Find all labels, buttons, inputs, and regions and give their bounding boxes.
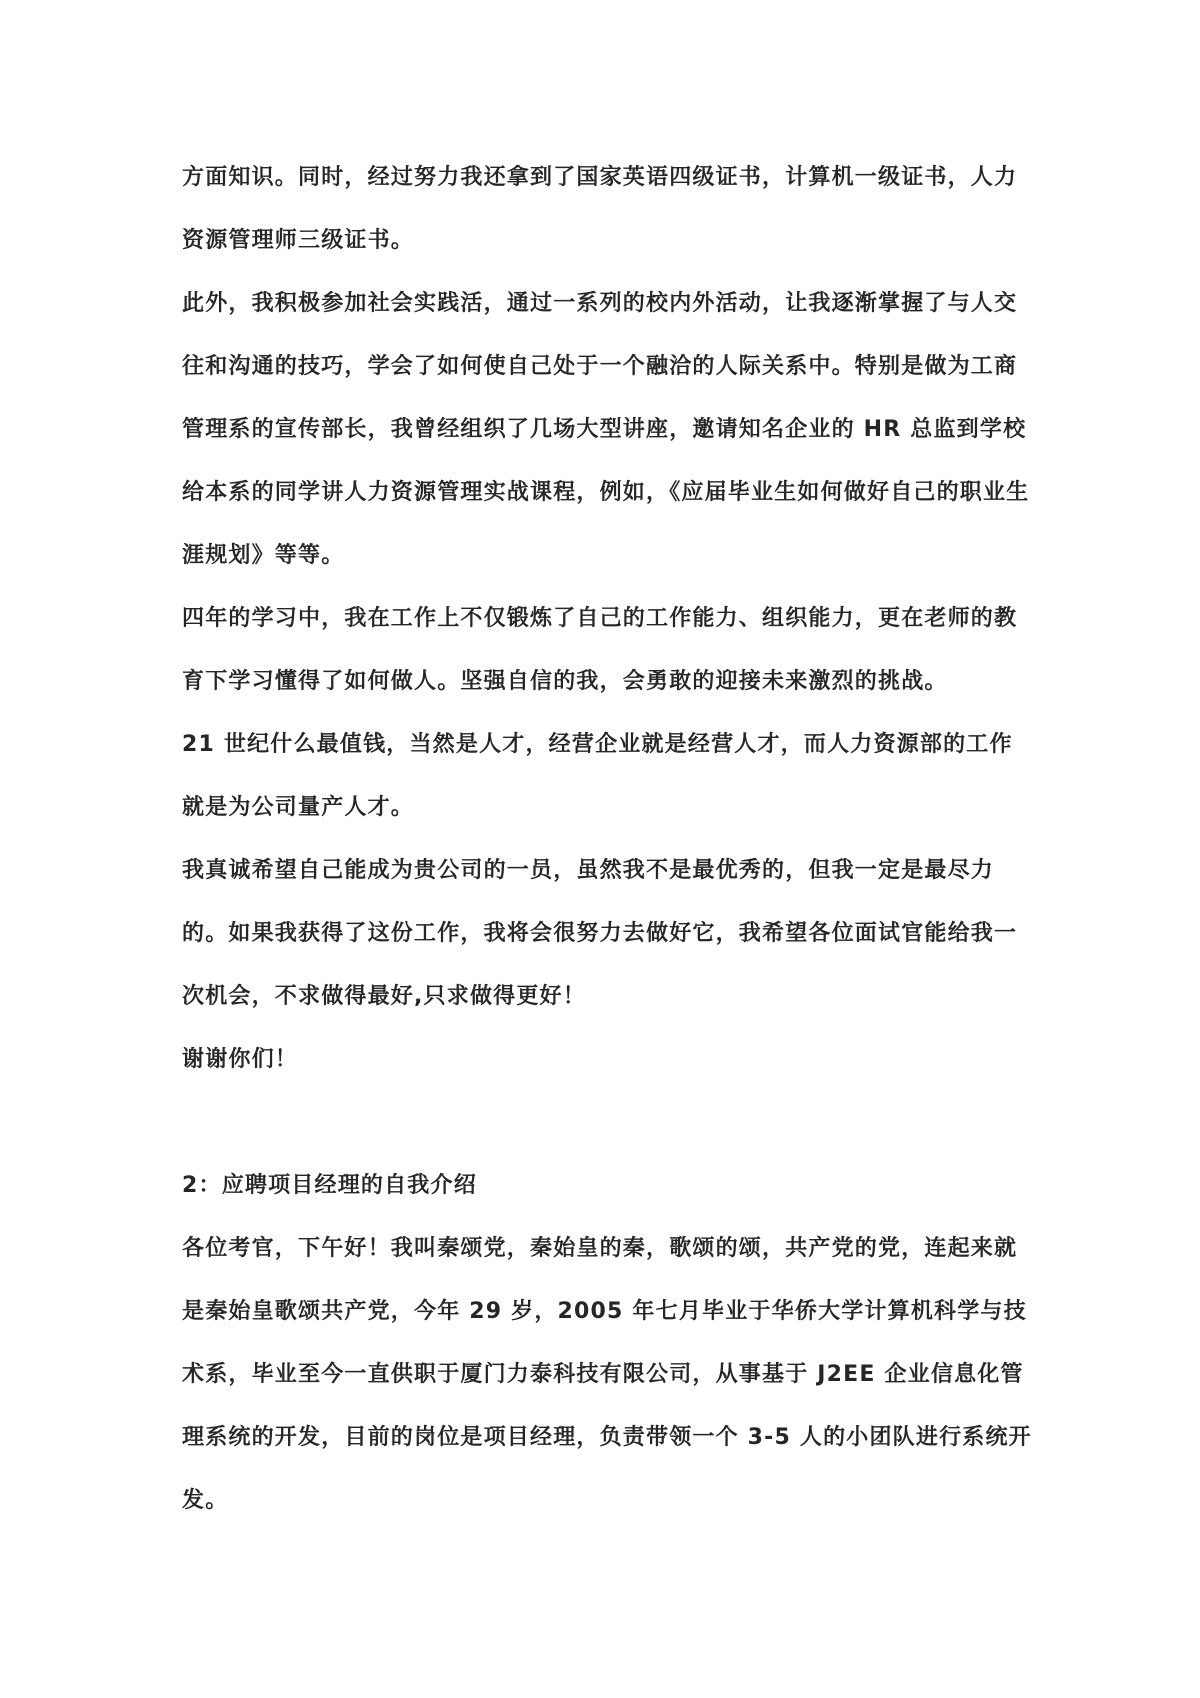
blank-line (182, 1091, 1032, 1154)
paragraph-project-manager-intro: 各位考官，下午好！我叫秦颂党，秦始皇的秦，歌颂的颂，共产党的党，连起来就是秦始皇歌颂共产党，今年 29 岁，2005 年七月毕业于华侨大学计算机科学与技术系，毕业至今一直供职于厦门力泰科技有限公司，从事基于 J2EE 企业信息化管理系统的开发，目前的岗位是项目经理，负责带领一个 3-5 人的小团队进行系统开发。 (182, 1236, 1032, 1513)
paragraph-hope: 我真诚希望自己能成为贵公司的一员，虽然我不是最优秀的，但我一定是最尽力的。如果我获得了这份工作，我将会很努力去做好它，我希望各位面试官能给我一次机会，不求做得最好,只求做得更好！ (182, 858, 1018, 1009)
paragraph-thanks: 谢谢你们！ (182, 1047, 299, 1072)
paragraph-talent: 21 世纪什么最值钱，当然是人才，经营企业就是经营人才，而人力资源部的工作就是为公司量产人才。 (182, 732, 1013, 820)
paragraph-four-years: 四年的学习中，我在工作上不仅锻炼了自己的工作能力、组织能力，更在老师的教育下学习懂得了如何做人。坚强自信的我，会勇敢的迎接未来激烈的挑战。 (182, 606, 1018, 694)
paragraph-certificates: 方面知识。同时，经过努力我还拿到了国家英语四级证书，计算机一级证书，人力资源管理师三级证书。 (182, 165, 1018, 253)
paragraph-social-practice: 此外，我积极参加社会实践活，通过一系列的校内外活动，让我逐渐掌握了与人交往和沟通的技巧，学会了如何使自己处于一个融洽的人际关系中。特别是做为工商管理系的宣传部长，我曾经组织了几场大型讲座，邀请知名企业的 HR 总监到学校给本系的同学讲人力资源管理实战课程，例如，《应届毕业生如何做好自己的职业生涯规划》等等。 (182, 291, 1030, 568)
document-body (182, 146, 1032, 1532)
section-heading: 2：应聘项目经理的自我介绍 (182, 1173, 477, 1198)
